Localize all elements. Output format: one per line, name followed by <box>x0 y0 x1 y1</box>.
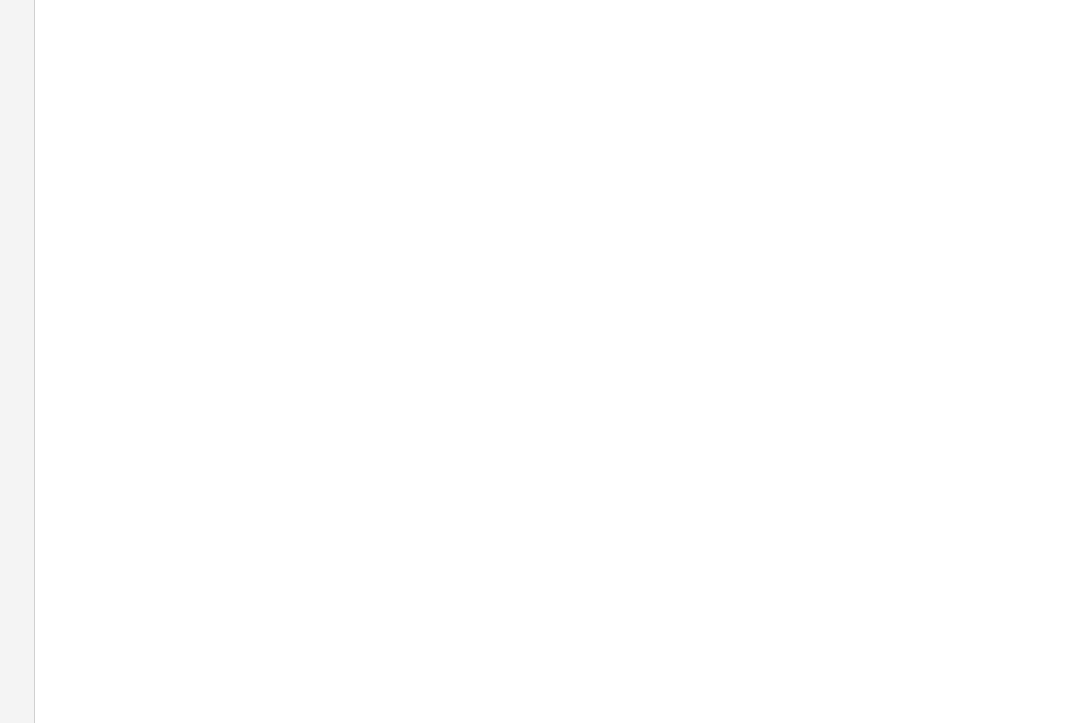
row-header-column <box>0 0 35 723</box>
